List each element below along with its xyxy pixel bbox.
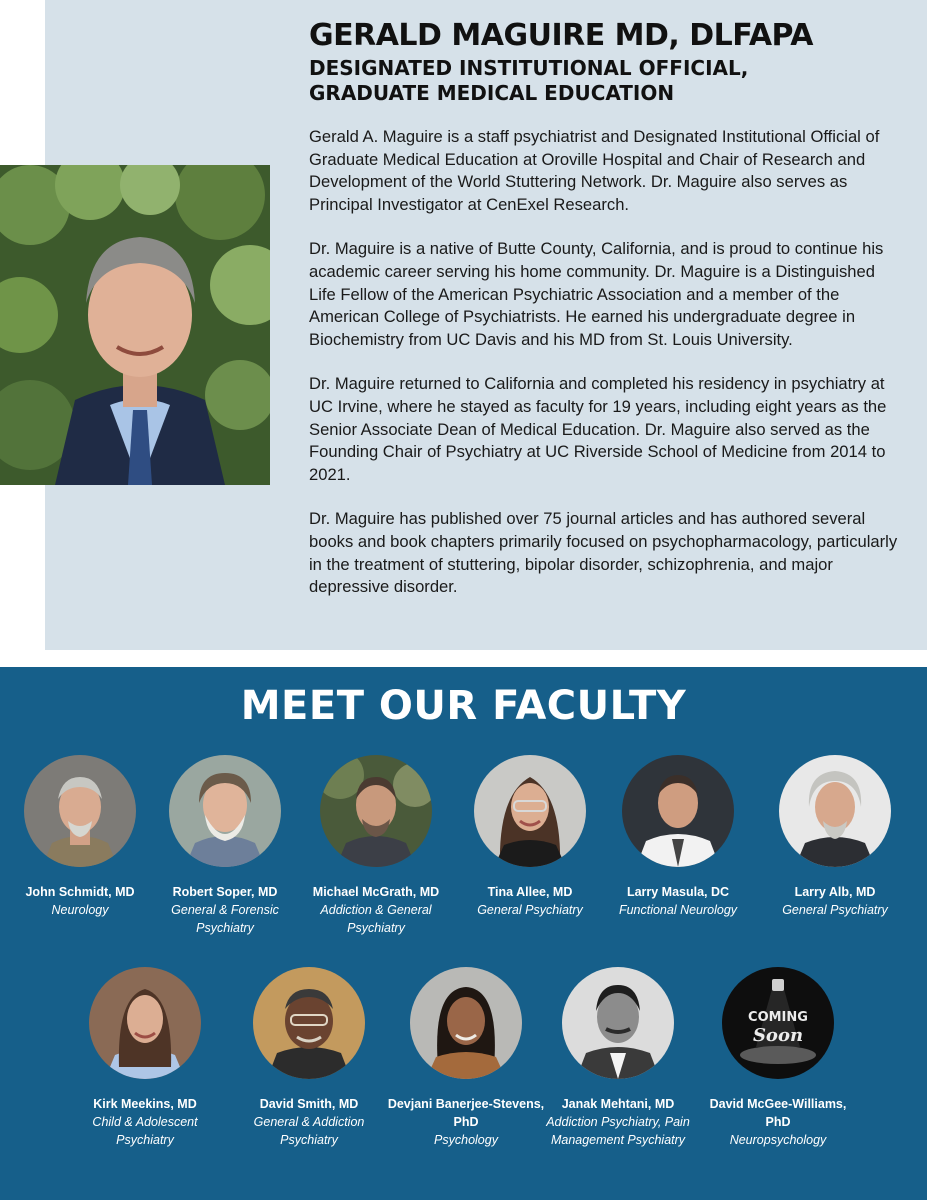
profile-name: GERALD MAGUIRE MD, DLFAPA bbox=[309, 18, 813, 53]
faculty-name: John Schmidt, MD bbox=[25, 885, 135, 899]
faculty-name: Larry Alb, MD bbox=[794, 885, 876, 899]
faculty-member bbox=[296, 755, 456, 937]
faculty-name: Devjani Banerjee-Stevens, PhD bbox=[387, 1097, 545, 1129]
avatar bbox=[320, 755, 432, 867]
faculty-specialty: Child & Adolescent Psychiatry bbox=[92, 1115, 198, 1147]
avatar bbox=[562, 967, 674, 1079]
faculty-specialty: Addiction & General Psychiatry bbox=[320, 903, 432, 935]
faculty-name: Kirk Meekins, MD bbox=[93, 1097, 197, 1111]
faculty-specialty: General & Addiction Psychiatry bbox=[253, 1115, 365, 1147]
faculty-name: Robert Soper, MD bbox=[172, 885, 278, 899]
avatar bbox=[24, 755, 136, 867]
faculty-specialty: Neuropsychology bbox=[729, 1133, 827, 1147]
bio-paragraph-1: Gerald A. Maguire is a staff psychiatrist and Designated Institutional Official of Graduate Medical Education at Oroville Hospital and Chair of Research and Development of the World Stuttering Network. Dr. Maguire also serves as Principal Investigator at CenExel Research. bbox=[309, 127, 880, 214]
bio-paragraph-3: Dr. Maguire returned to California and completed his residency in psychiatry at UC Irvine, where he stayed as faculty for 19 years, including eight years as the Senior Associate Dean of Medical Education. Dr. Maguire also served as the Founding Chair of Psychiatry at UC Riverside School of Medicine from 2014 to 2021. bbox=[309, 374, 887, 484]
faculty-specialty: Neurology bbox=[51, 903, 109, 917]
faculty-name: David Smith, MD bbox=[259, 1097, 359, 1111]
faculty-member bbox=[755, 755, 915, 919]
faculty-member bbox=[386, 967, 546, 1149]
faculty-name: David McGee-Williams, PhD bbox=[709, 1097, 847, 1129]
faculty-specialty: Addiction Psychiatry, Pain Management Psychiatry bbox=[546, 1115, 690, 1147]
profile-title: DESIGNATED INSTITUTIONAL OFFICIAL, GRADUATE MEDICAL EDUCATION bbox=[309, 56, 749, 105]
faculty-member bbox=[598, 755, 758, 919]
faculty-section bbox=[0, 667, 927, 1200]
portrait-photo bbox=[0, 165, 270, 485]
faculty-specialty: General & Forensic Psychiatry bbox=[171, 903, 279, 935]
faculty-name: Michael McGrath, MD bbox=[312, 885, 440, 899]
faculty-member bbox=[229, 967, 389, 1149]
faculty-name: Tina Allee, MD bbox=[487, 885, 573, 899]
faculty-member bbox=[698, 967, 858, 1149]
faculty-name: Larry Masula, DC bbox=[626, 885, 730, 899]
coming-soon-line2: Soon bbox=[752, 1025, 804, 1046]
faculty-specialty: General Psychiatry bbox=[782, 903, 888, 917]
avatar bbox=[474, 755, 586, 867]
faculty-member bbox=[538, 967, 698, 1149]
faculty-member bbox=[65, 967, 225, 1149]
faculty-name: Janak Mehtani, MD bbox=[561, 1097, 675, 1111]
faculty-specialty: Psychology bbox=[434, 1133, 498, 1147]
avatar bbox=[253, 967, 365, 1079]
coming-soon-line1: COMING bbox=[748, 1010, 808, 1025]
coming-soon-image bbox=[722, 967, 834, 1079]
faculty-member bbox=[0, 755, 160, 919]
faculty-specialty: Functional Neurology bbox=[618, 903, 738, 917]
faculty-specialty: General Psychiatry bbox=[477, 903, 583, 917]
avatar bbox=[89, 967, 201, 1079]
bio-paragraph-4: Dr. Maguire has published over 75 journal articles and has authored several books and book chapters primarily focused on psychopharmacology, particularly in the treatment of stuttering, bipolar disorder, schizophrenia, and major depressive disorder. bbox=[309, 509, 898, 597]
avatar bbox=[169, 755, 281, 867]
faculty-heading: MEET OUR FACULTY bbox=[240, 683, 687, 729]
avatar bbox=[622, 755, 734, 867]
bio-section bbox=[309, 18, 909, 599]
avatar bbox=[779, 755, 891, 867]
faculty-member bbox=[145, 755, 305, 937]
faculty-member bbox=[450, 755, 610, 919]
avatar bbox=[410, 967, 522, 1079]
bio-paragraph-2: Dr. Maguire is a native of Butte County, California, and is proud to continue his academic career serving his home community. Dr. Maguire is a Distinguished Life Fellow of the American Psychiatric Association and a member of the American College of Psychiatrists. He earned his undergraduate degree in Biochemistry from UC Davis and his MD from St. Louis University. bbox=[309, 239, 884, 349]
